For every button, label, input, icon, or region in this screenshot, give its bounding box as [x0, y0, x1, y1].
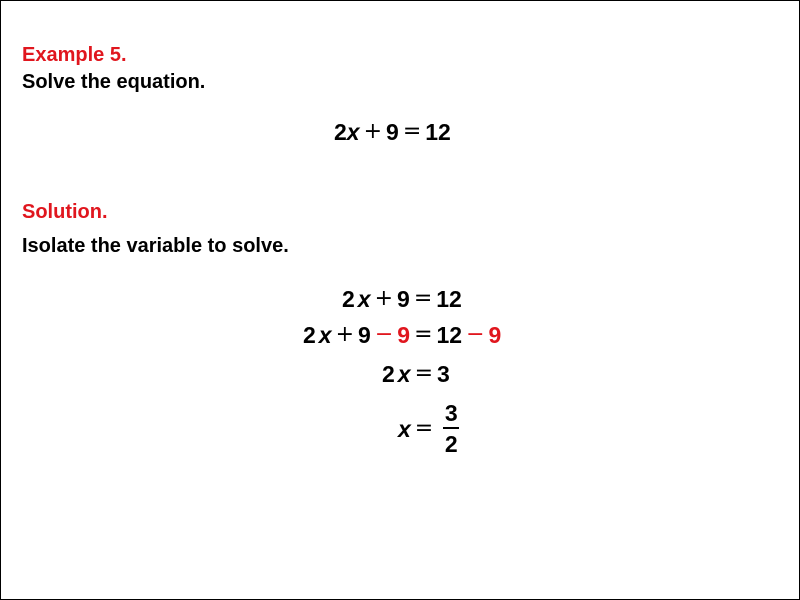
variable: x: [357, 286, 371, 312]
coefficient: 2: [303, 322, 316, 348]
coefficient: 2: [382, 361, 395, 387]
equals-sign: =: [413, 286, 433, 311]
right-hand-side: 3: [437, 361, 450, 387]
plus-sign: +: [335, 322, 355, 347]
fraction-numerator: 3: [444, 400, 458, 426]
fraction-bar: [443, 427, 459, 429]
solution-step-2: [303, 322, 501, 348]
right-hand-side: 12: [436, 286, 462, 312]
variable: x: [346, 119, 360, 145]
coefficient: 2: [334, 119, 347, 145]
solution-step-3: [382, 361, 450, 387]
solution-title: Solution.: [22, 201, 108, 223]
right-hand-side: 12: [436, 322, 463, 348]
instruction-text: Isolate the variable to solve.: [22, 235, 289, 257]
equals-sign: =: [414, 415, 434, 441]
constant: 9: [358, 322, 371, 348]
subtracted-value-left: 9: [397, 322, 411, 348]
fraction: [443, 401, 459, 456]
problem-statement: Solve the equation.: [22, 71, 206, 93]
minus-sign-left: −: [374, 322, 394, 347]
solution-step-4: [398, 401, 459, 456]
example-title: Example 5.: [22, 44, 127, 66]
right-hand-side: 12: [425, 119, 451, 145]
variable: x: [398, 415, 411, 442]
variable: x: [397, 361, 411, 387]
equals-sign: =: [414, 322, 433, 347]
variable: x: [318, 322, 332, 348]
coefficient: 2: [342, 286, 355, 312]
equals-sign: =: [414, 361, 434, 386]
constant: 9: [386, 119, 399, 145]
constant: 9: [397, 286, 410, 312]
plus-sign: +: [363, 119, 383, 144]
subtracted-value-right: 9: [488, 322, 502, 348]
given-equation: [334, 119, 451, 145]
equals-sign: =: [402, 119, 422, 144]
solution-step-1: [342, 286, 462, 312]
minus-sign-right: −: [466, 322, 485, 347]
fraction-denominator: 2: [444, 431, 458, 457]
plus-sign: +: [374, 286, 394, 311]
